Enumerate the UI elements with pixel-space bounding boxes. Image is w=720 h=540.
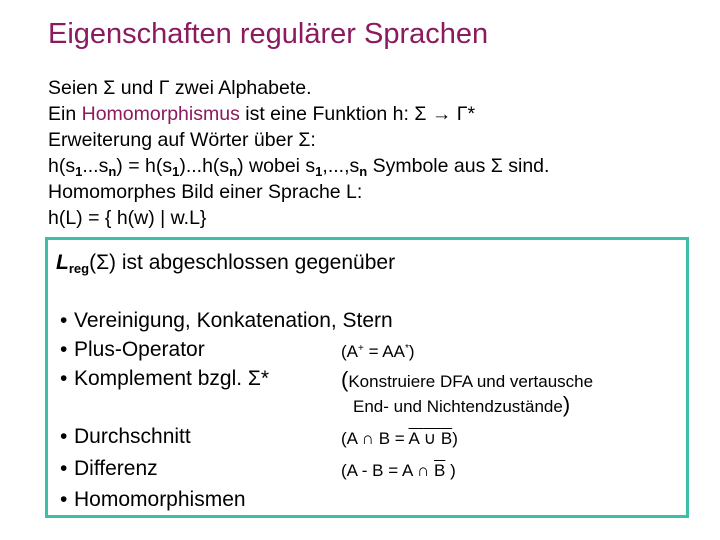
box-heading: $L_{reg}(\Sigma)$ ist abgeschlossen gegenüber bbox=[56, 251, 396, 276]
list-item-plus-operator: • Plus-Operator bbox=[60, 338, 205, 361]
intro-line-extension: Erweiterung auf Wörter über Σ: bbox=[48, 129, 316, 151]
intro-line-homomorphism-definition: Ein Homomorphismus ist eine Funktion h: Σ → Γ* bbox=[48, 103, 476, 125]
note-durchschnitt: (A ∩ $B = \overline{A}$ ∪ $\overline{B}$) bbox=[341, 429, 458, 448]
note-plus-operator: (A+ = AA*) bbox=[341, 342, 415, 361]
list-item-differenz: • Differenz bbox=[60, 457, 158, 480]
slide-title: Eigenschaften regulärer Sprachen bbox=[48, 18, 489, 50]
intro-line-word-formula: $h(s_1...s_n) = h(s_1)...h(s_n)$ wobei $s_1,...,s_n$ Symbole aus Σ sind. bbox=[48, 155, 550, 179]
note-komplement-line2: End- und Nichtendzustände) bbox=[353, 392, 571, 417]
list-item-komplement: • Komplement bzgl. Σ* bbox=[60, 367, 270, 390]
note-komplement-line1: (Konstruiere DFA und vertausche bbox=[341, 367, 594, 392]
intro-line-alphabets: Seien Σ und Γ zwei Alphabete. bbox=[48, 77, 312, 99]
intro-line-image-formula: h(L) = { h(w) | w.L} bbox=[48, 207, 207, 229]
term-homomorphismus: Homomorphismus bbox=[81, 103, 240, 125]
closure-properties-box bbox=[45, 237, 689, 518]
list-item-durchschnitt: • Durchschnitt bbox=[60, 425, 191, 448]
list-item-vereinigung: • Vereinigung, Konkatenation, Stern bbox=[60, 309, 393, 332]
list-item-homomorphismen: • Homomorphismen bbox=[60, 488, 246, 511]
note-differenz: (A - B = A ∩ $\overline{B}$ ) bbox=[341, 461, 456, 480]
intro-line-image: Homomorphes Bild einer Sprache L: bbox=[48, 181, 363, 203]
